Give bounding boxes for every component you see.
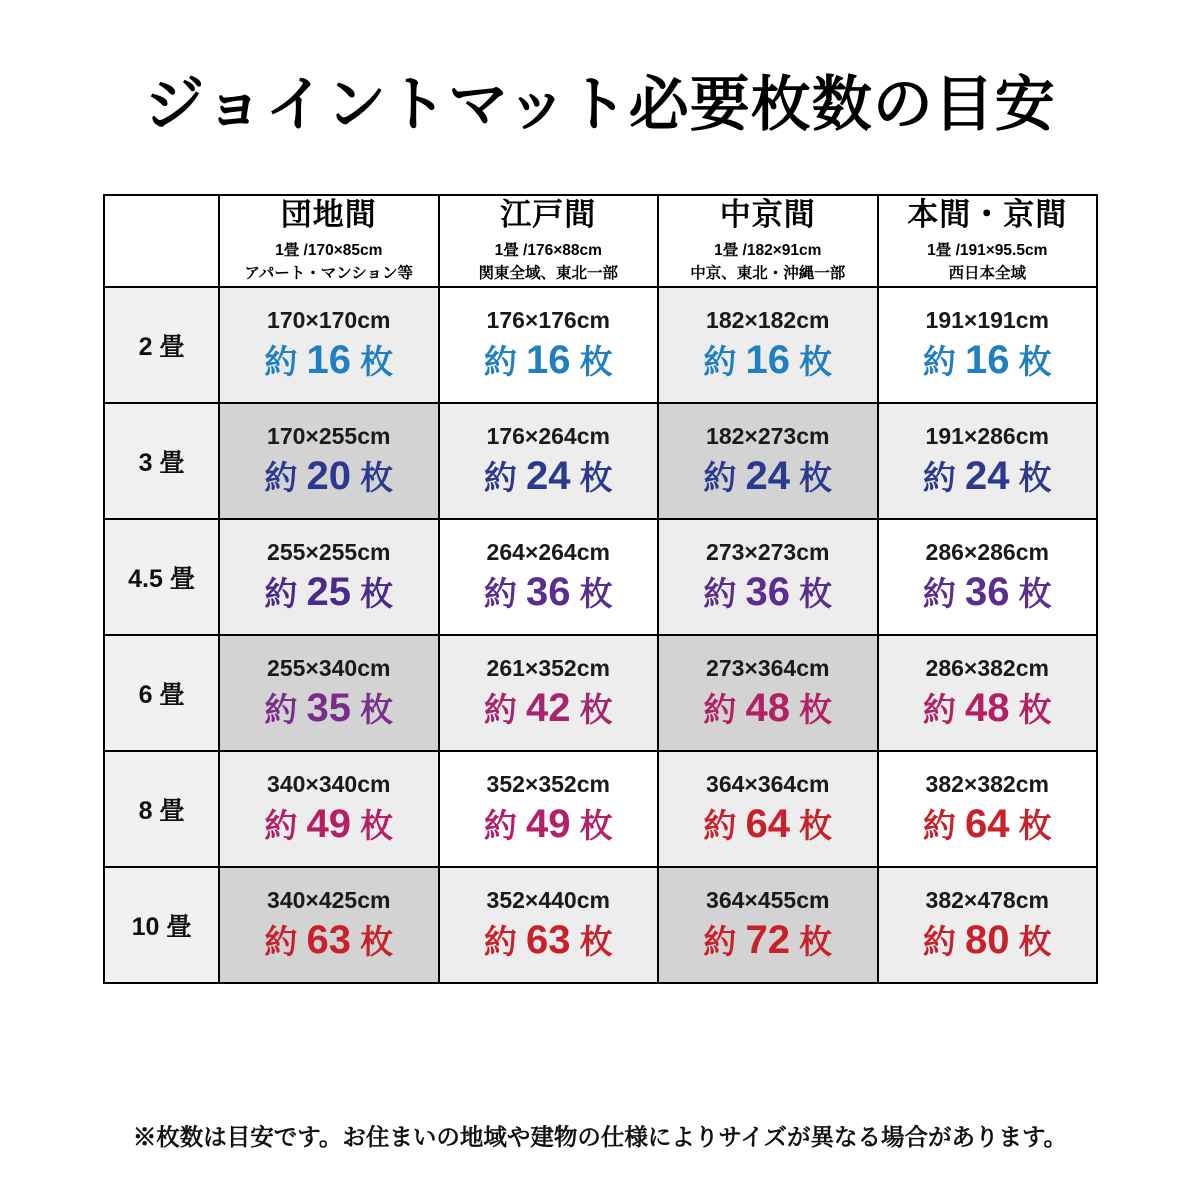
cell-count-unit: 枚 bbox=[579, 922, 613, 960]
cell-dimension: 340×425cm bbox=[267, 886, 391, 913]
table-cell bbox=[439, 867, 659, 983]
cell-count-number: 24 bbox=[526, 453, 571, 498]
table-cell bbox=[219, 867, 439, 983]
cell-count bbox=[220, 916, 438, 963]
table-body bbox=[104, 287, 1097, 983]
cell-dimension: 352×440cm bbox=[486, 886, 610, 913]
cell-count-approx: 約 bbox=[483, 574, 517, 612]
table-row bbox=[104, 519, 1097, 635]
cell-count-number: 36 bbox=[745, 569, 790, 614]
cell-dimension: 261×352cm bbox=[486, 654, 610, 681]
cell-count-number: 25 bbox=[306, 569, 351, 614]
cell-count-number: 20 bbox=[306, 453, 351, 498]
cell-count-unit: 枚 bbox=[360, 574, 394, 612]
table-cell bbox=[219, 287, 439, 403]
table-cell bbox=[878, 287, 1098, 403]
table-cell bbox=[439, 403, 659, 519]
cell-count-number: 16 bbox=[745, 337, 790, 382]
cell-count-unit: 枚 bbox=[360, 806, 394, 844]
row-header: 3 畳 bbox=[104, 403, 219, 519]
cell-count-approx: 約 bbox=[483, 342, 517, 380]
cell-count-approx: 約 bbox=[264, 458, 298, 496]
cell-count-number: 36 bbox=[526, 569, 571, 614]
table-cell bbox=[878, 519, 1098, 635]
cell-dimension: 182×273cm bbox=[706, 422, 830, 449]
cell-count-number: 49 bbox=[306, 801, 351, 846]
cell-count-approx: 約 bbox=[483, 690, 517, 728]
cell-count bbox=[440, 452, 658, 499]
table-cell bbox=[878, 751, 1098, 867]
table-header-row bbox=[104, 195, 1097, 287]
table-cell bbox=[219, 751, 439, 867]
column-size: 1畳 /182×91cm bbox=[714, 242, 822, 260]
cell-count-number: 48 bbox=[745, 685, 790, 730]
cell-count bbox=[659, 568, 877, 615]
column-name: 本間・京間 bbox=[907, 197, 1068, 232]
cell-dimension: 364×364cm bbox=[706, 770, 830, 797]
cell-dimension: 191×286cm bbox=[925, 422, 1049, 449]
cell-count-unit: 枚 bbox=[360, 690, 394, 728]
column-area: アパート・マンション等 bbox=[244, 265, 414, 283]
cell-count-number: 24 bbox=[965, 453, 1010, 498]
table-cell bbox=[439, 519, 659, 635]
row-header: 6 畳 bbox=[104, 635, 219, 751]
cell-count bbox=[659, 684, 877, 731]
cell-dimension: 340×340cm bbox=[267, 770, 391, 797]
cell-count bbox=[659, 336, 877, 383]
cell-count-number: 16 bbox=[965, 337, 1010, 382]
cell-count-approx: 約 bbox=[703, 922, 737, 960]
table-cell bbox=[658, 635, 878, 751]
cell-count bbox=[440, 916, 658, 963]
cell-count-approx: 約 bbox=[483, 458, 517, 496]
cell-count bbox=[220, 336, 438, 383]
cell-count-unit: 枚 bbox=[1018, 922, 1052, 960]
cell-count bbox=[220, 800, 438, 847]
cell-dimension: 176×176cm bbox=[486, 306, 610, 333]
row-header: 4.5 畳 bbox=[104, 519, 219, 635]
cell-count-unit: 枚 bbox=[799, 922, 833, 960]
cell-count bbox=[879, 684, 1097, 731]
cell-count bbox=[659, 452, 877, 499]
cell-count bbox=[440, 800, 658, 847]
table-corner-cell bbox=[104, 195, 219, 287]
cell-count-approx: 約 bbox=[264, 574, 298, 612]
cell-count bbox=[879, 916, 1097, 963]
cell-count-approx: 約 bbox=[483, 806, 517, 844]
cell-count-unit: 枚 bbox=[579, 690, 613, 728]
table-cell bbox=[878, 867, 1098, 983]
cell-dimension: 170×255cm bbox=[267, 422, 391, 449]
cell-count-number: 16 bbox=[306, 337, 351, 382]
column-size: 1畳 /191×95.5cm bbox=[927, 242, 1048, 260]
cell-count-unit: 枚 bbox=[579, 342, 613, 380]
column-size: 1畳 /170×85cm bbox=[275, 242, 383, 260]
cell-count-approx: 約 bbox=[703, 806, 737, 844]
cell-count-approx: 約 bbox=[483, 922, 517, 960]
cell-dimension: 382×478cm bbox=[925, 886, 1049, 913]
cell-count bbox=[659, 800, 877, 847]
cell-dimension: 182×182cm bbox=[706, 306, 830, 333]
cell-count bbox=[440, 568, 658, 615]
cell-count-unit: 枚 bbox=[579, 458, 613, 496]
cell-count bbox=[220, 684, 438, 731]
cell-count-number: 72 bbox=[745, 917, 790, 962]
cell-dimension: 286×382cm bbox=[925, 654, 1049, 681]
column-name: 中京間 bbox=[719, 197, 816, 232]
cell-count-unit: 枚 bbox=[1018, 342, 1052, 380]
cell-count-unit: 枚 bbox=[1018, 690, 1052, 728]
table-cell bbox=[439, 287, 659, 403]
cell-count-approx: 約 bbox=[922, 806, 956, 844]
table-cell bbox=[658, 519, 878, 635]
cell-count-approx: 約 bbox=[922, 458, 956, 496]
cell-dimension: 255×340cm bbox=[267, 654, 391, 681]
cell-count-number: 24 bbox=[745, 453, 790, 498]
table-cell bbox=[219, 519, 439, 635]
table-row bbox=[104, 635, 1097, 751]
cell-dimension: 264×264cm bbox=[486, 538, 610, 565]
column-header-danchima bbox=[219, 195, 439, 287]
cell-count bbox=[440, 684, 658, 731]
cell-count-unit: 枚 bbox=[360, 458, 394, 496]
cell-count-unit: 枚 bbox=[799, 806, 833, 844]
table-cell bbox=[658, 751, 878, 867]
cell-count bbox=[220, 452, 438, 499]
cell-count-unit: 枚 bbox=[799, 342, 833, 380]
cell-count-unit: 枚 bbox=[799, 458, 833, 496]
cell-count-unit: 枚 bbox=[1018, 574, 1052, 612]
cell-count-approx: 約 bbox=[264, 690, 298, 728]
cell-count bbox=[879, 452, 1097, 499]
column-name: 江戸間 bbox=[500, 197, 597, 232]
cell-count-unit: 枚 bbox=[360, 922, 394, 960]
cell-count-number: 49 bbox=[526, 801, 571, 846]
table-cell bbox=[219, 635, 439, 751]
cell-count-approx: 約 bbox=[922, 690, 956, 728]
cell-count-unit: 枚 bbox=[579, 574, 613, 612]
tatami-size-table bbox=[103, 194, 1098, 984]
cell-count-number: 48 bbox=[965, 685, 1010, 730]
cell-count-approx: 約 bbox=[703, 458, 737, 496]
cell-count-unit: 枚 bbox=[799, 574, 833, 612]
table-cell bbox=[439, 751, 659, 867]
table-cell bbox=[658, 403, 878, 519]
table-cell bbox=[439, 635, 659, 751]
column-area: 西日本全域 bbox=[948, 265, 1026, 283]
cell-count-approx: 約 bbox=[703, 690, 737, 728]
row-header: 8 畳 bbox=[104, 751, 219, 867]
cell-count-approx: 約 bbox=[922, 342, 956, 380]
column-header-chukyoma bbox=[658, 195, 878, 287]
column-name: 団地間 bbox=[280, 197, 377, 232]
cell-count-unit: 枚 bbox=[1018, 458, 1052, 496]
cell-count-unit: 枚 bbox=[360, 342, 394, 380]
cell-count-number: 64 bbox=[965, 801, 1010, 846]
cell-dimension: 170×170cm bbox=[267, 306, 391, 333]
cell-count-approx: 約 bbox=[264, 922, 298, 960]
cell-count-number: 35 bbox=[306, 685, 351, 730]
cell-count-unit: 枚 bbox=[579, 806, 613, 844]
cell-count bbox=[879, 800, 1097, 847]
cell-count bbox=[220, 568, 438, 615]
cell-count-approx: 約 bbox=[264, 342, 298, 380]
table-row bbox=[104, 403, 1097, 519]
table-row bbox=[104, 867, 1097, 983]
cell-count-number: 64 bbox=[745, 801, 790, 846]
row-header: 2 畳 bbox=[104, 287, 219, 403]
cell-count-number: 16 bbox=[526, 337, 571, 382]
table-row bbox=[104, 287, 1097, 403]
table-cell bbox=[878, 635, 1098, 751]
cell-count-number: 63 bbox=[306, 917, 351, 962]
cell-count bbox=[440, 336, 658, 383]
cell-count-number: 42 bbox=[526, 685, 571, 730]
cell-count-approx: 約 bbox=[922, 922, 956, 960]
column-size: 1畳 /176×88cm bbox=[494, 242, 602, 260]
cell-count-approx: 約 bbox=[703, 574, 737, 612]
column-area: 中京、東北・沖縄一部 bbox=[690, 265, 846, 283]
column-header-honma-kyoma bbox=[878, 195, 1098, 287]
column-area: 関東全域、東北一部 bbox=[478, 265, 618, 283]
cell-dimension: 382×382cm bbox=[925, 770, 1049, 797]
cell-count-approx: 約 bbox=[922, 574, 956, 612]
footnote: ※枚数は目安です。お住まいの地域や建物の仕様によりサイズが異なる場合があります。 bbox=[132, 1124, 1068, 1150]
cell-count bbox=[879, 336, 1097, 383]
cell-count-unit: 枚 bbox=[799, 690, 833, 728]
table-cell bbox=[658, 867, 878, 983]
page-title: ジョイントマット必要枚数の目安 bbox=[144, 71, 1056, 138]
cell-count bbox=[659, 916, 877, 963]
cell-dimension: 352×352cm bbox=[486, 770, 610, 797]
cell-count-unit: 枚 bbox=[1018, 806, 1052, 844]
cell-count-approx: 約 bbox=[264, 806, 298, 844]
table-cell bbox=[219, 403, 439, 519]
column-header-edoma bbox=[439, 195, 659, 287]
cell-dimension: 273×273cm bbox=[706, 538, 830, 565]
row-header: 10 畳 bbox=[104, 867, 219, 983]
cell-dimension: 364×455cm bbox=[706, 886, 830, 913]
table-row bbox=[104, 751, 1097, 867]
table-cell bbox=[658, 287, 878, 403]
cell-dimension: 286×286cm bbox=[925, 538, 1049, 565]
cell-count-approx: 約 bbox=[703, 342, 737, 380]
table-cell bbox=[878, 403, 1098, 519]
cell-dimension: 273×364cm bbox=[706, 654, 830, 681]
cell-dimension: 255×255cm bbox=[267, 538, 391, 565]
cell-count-number: 80 bbox=[965, 917, 1010, 962]
cell-dimension: 191×191cm bbox=[925, 306, 1049, 333]
cell-count-number: 36 bbox=[965, 569, 1010, 614]
cell-count bbox=[879, 568, 1097, 615]
cell-dimension: 176×264cm bbox=[486, 422, 610, 449]
cell-count-number: 63 bbox=[526, 917, 571, 962]
